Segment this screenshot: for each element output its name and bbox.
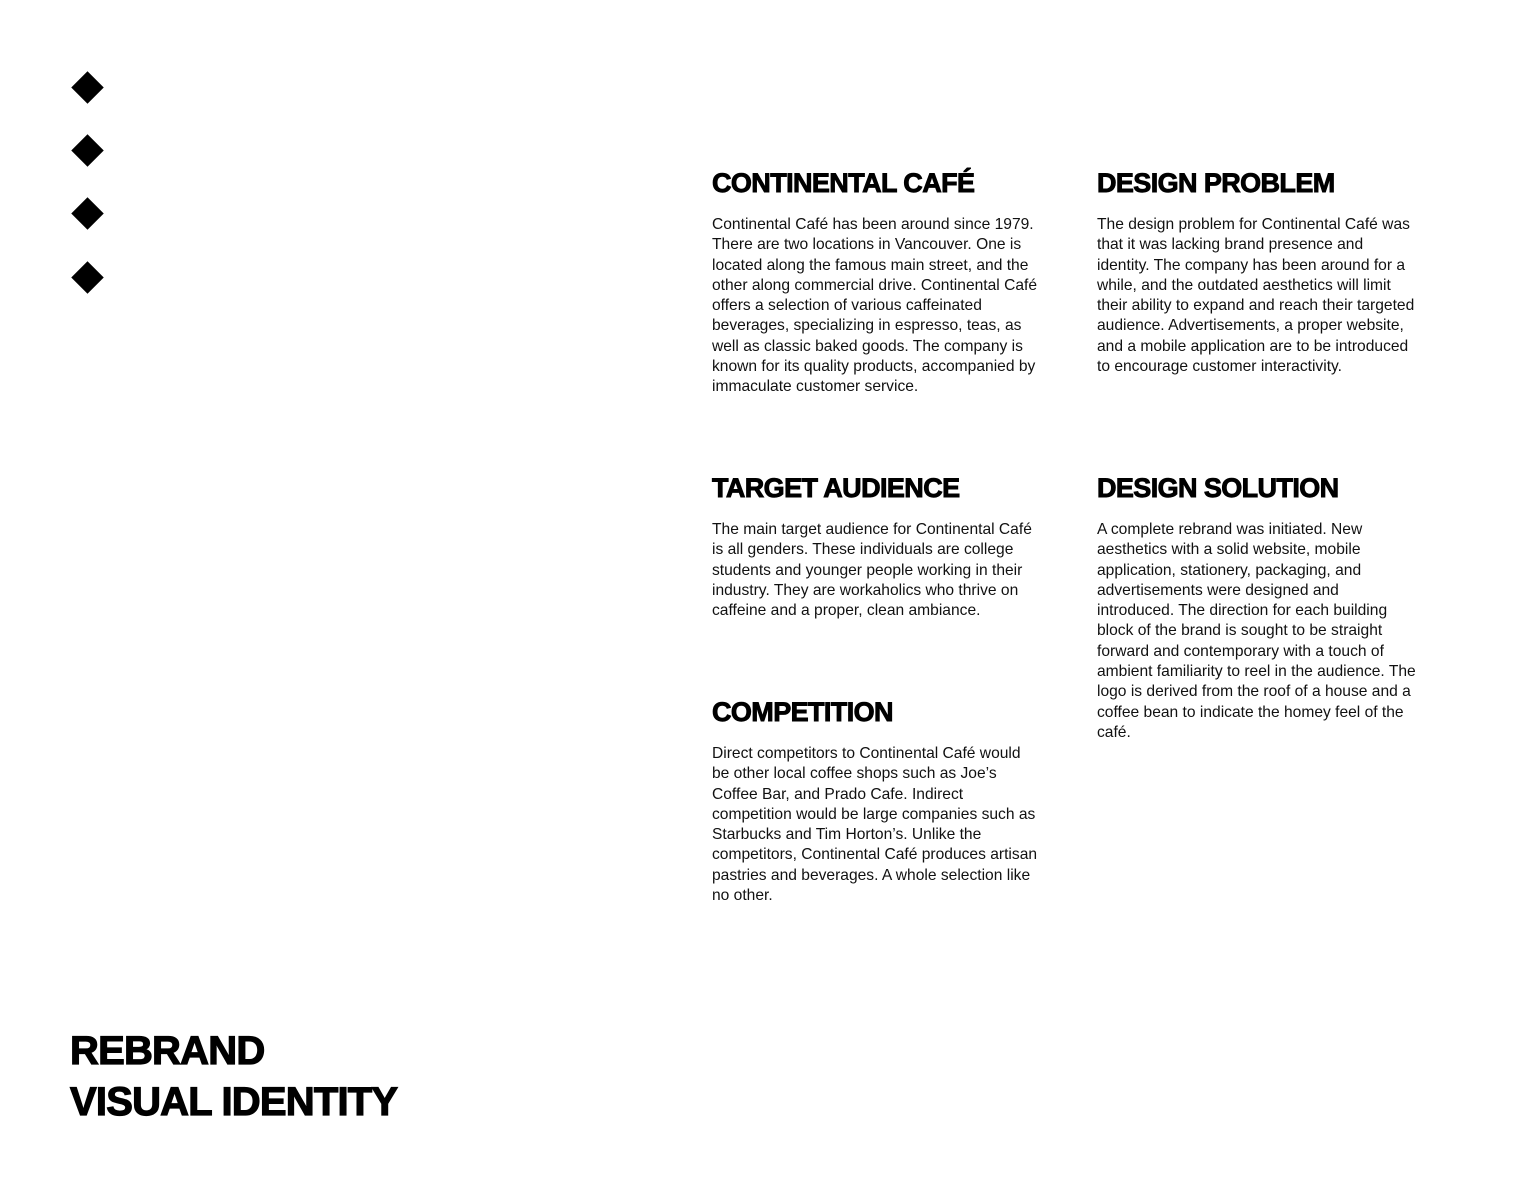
diamond-icon xyxy=(71,261,104,294)
diamond-icon xyxy=(71,71,104,104)
section-title: COMPETITION xyxy=(712,697,893,727)
section-title: DESIGN PROBLEM xyxy=(1097,168,1335,198)
section-body: The design problem for Continental Café was that it was lacking brand presence and identity. The company has been around for a while, and the outdated aesthetics will limit their ability to expand and reach their targeted audience. Advertisements, a proper website, and a mobile application are to be introduced to encourage customer interactivity. xyxy=(1097,216,1415,376)
section-design-solution xyxy=(1097,473,1417,743)
footer-title xyxy=(70,1026,397,1128)
footer-title-line-1: REBRAND xyxy=(70,1029,265,1073)
section-body: Continental Café has been around since 1979. There are two locations in Vancouver. One is located along the famous main street, and the other along commercial drive. Continental Café offers a selection of various caffeinated beverages, specializing in espresso, teas, as well as classic baked goods. The company is known for its quality products, accompanied by immaculate customer service. xyxy=(712,216,1038,396)
section-continental-cafe xyxy=(712,168,1042,398)
diamond-icon xyxy=(71,197,104,230)
section-title: TARGET AUDIENCE xyxy=(712,473,960,503)
footer-title-line-2: VISUAL IDENTITY xyxy=(70,1080,398,1124)
section-target-audience xyxy=(712,473,1042,621)
section-title: DESIGN SOLUTION xyxy=(1097,473,1339,503)
section-body: Direct competitors to Continental Café would be other local coffee shops such as Joe’s Coffee Bar, and Prado Cafe. Indirect competition would be large companies such as Starbucks and Tim Horton’s. Unlike the competitors, Continental Café produces artisan pastries and beverages. A whole selection like no other. xyxy=(712,745,1038,905)
section-design-problem xyxy=(1097,168,1417,377)
section-competition xyxy=(712,697,1042,906)
section-title: CONTINENTAL CAFÉ xyxy=(712,168,975,198)
diamond-icon xyxy=(71,134,104,167)
section-body: A complete rebrand was initiated. New aesthetics with a solid website, mobile application, stationery, packaging, and advertisements were designed and introduced. The direction for each building block of the brand is sought to be straight forward and contemporary with a touch of ambient familiarity to reel in the audience. The logo is derived from the roof of a house and a coffee bean to indicate the homey feel of the café. xyxy=(1097,521,1416,741)
section-body: The main target audience for Continental Café is all genders. These individuals are college students and younger people working in their industry. They are workaholics who thrive on caffeine and a proper, clean ambiance. xyxy=(712,521,1032,620)
